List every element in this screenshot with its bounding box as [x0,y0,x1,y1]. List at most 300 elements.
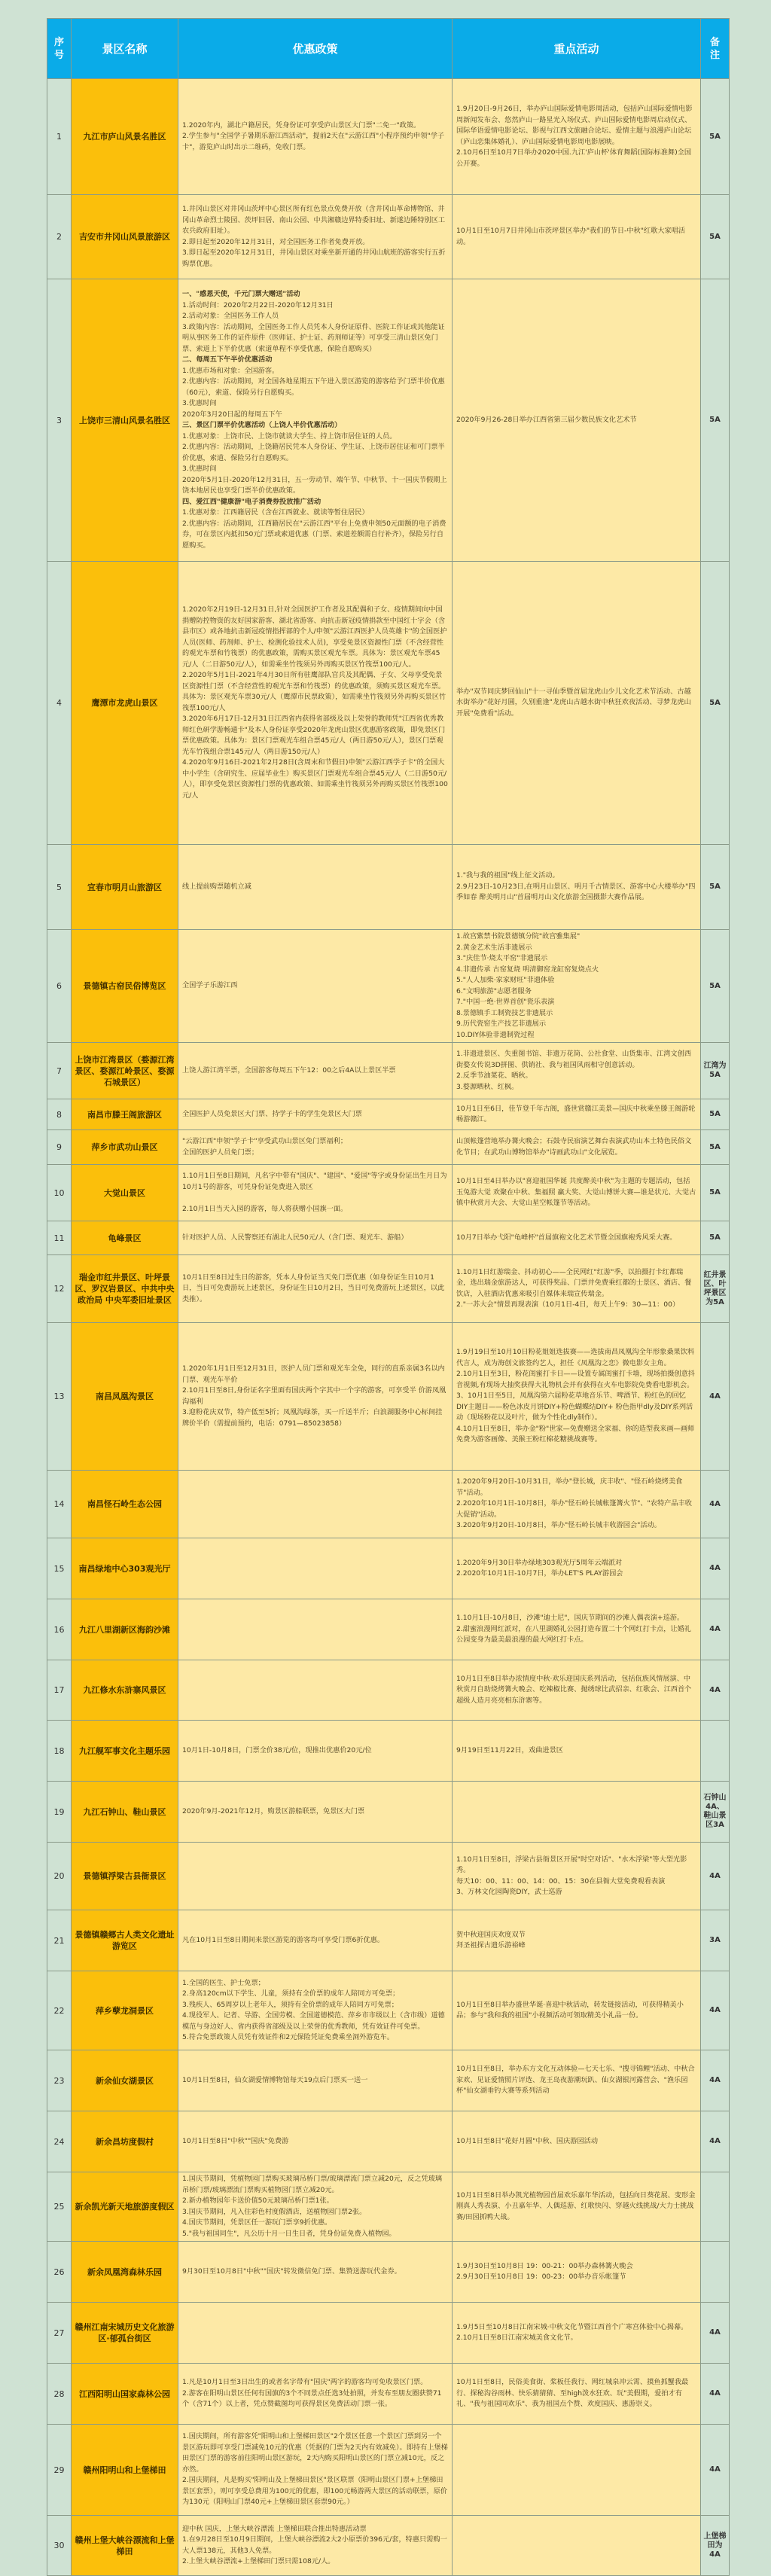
activity-line: 10月1日至8日举办盛世华诞·喜迎中秋活动，转发链接活动，可获得精美小品；参与"我和我的祖国"小视频活动可领取精美小礼品一份。 [456,2000,684,2020]
scenic-area-name: 上饶市江湾景区（婺源江湾景区、婺源江岭景区、婺源石城景区） [72,1043,178,1099]
row-seq: 17 [47,1660,72,1721]
policy-line: "云游江西"申领"学子卡"享受武功山景区免门票福利； [182,1137,348,1145]
rating-note: 5A [701,1130,730,1165]
key-activity [453,1599,701,1660]
policy-line: 10月1日-10月8日，门票全价38元/位，现推出优惠价20元/位 [182,1745,372,1754]
table-row [47,1255,730,1323]
policy-line: 凡在10月1日至8日期间来景区游览的游客均可享受门票6折优惠。 [182,1935,385,1944]
activity-line: 2.甜蜜浪漫网红派对，在八里湖婚礼公园打造布置二十个网红打卡点，让婚礼公园变身为最美最浪漫的最大网红打卡点。 [456,1624,691,1645]
row-seq: 2 [47,195,72,279]
row-seq: 21 [47,1910,72,1971]
table-header-row [47,19,730,79]
activity-line: 10.DIY体验非遗制瓷过程 [456,1030,535,1039]
header-seq: 序 号 [47,19,72,79]
policy-line: 2.即日起至2020年12月31日，对全国医务工作者免费开放。 [182,237,370,246]
table-row [47,79,730,195]
activity-line: 10月1日至6日，佳节登千年古阁，盛世赏赣江美景—国庆中秋乘坐滕王阁游轮畅游赣江。 [456,1104,696,1123]
activity-line: 10月1日至8日举办凯光植物园首届欢乐嘉年华活动，包括向日葵花展、变形金刚真人秀表演、小丑嘉年华、人偶巡游、红歌快闪、穿越火线挑战/大力士挑战赛/田园抓鸭大战。 [456,2190,696,2221]
policy-line: 2.学生参与"全国学子暑期乐游江西活动"，提前2天在"云游江西"小程序预约申领"学子卡"，游览庐山时出示二维码，免收门票。 [182,132,445,151]
scenic-area-name: 景德镇古窑民俗博览区 [72,930,178,1043]
key-activity [453,1721,701,1782]
key-activity [453,1910,701,1971]
rating-note: 4A [701,2303,730,2364]
activity-line: 10月1日至8日举办浓情度中秋·欢乐迎国庆系列活动，包括佤族风情展演、中秋赏月自助烧烤篝火晚会、吃辣椒比赛、抛绣球比武招亲、红歌会、江西首个超级人造月亮亮相东浒寨等。 [456,1674,692,1705]
activity-line: 1.10月1日-10月8日，沙滩"迪士尼"，国庆节期间的沙滩人偶表演+巡游。 [456,1614,684,1623]
policy-line: 2020年3月20日起的每周五下午 [182,410,282,419]
policy-line: 2.优惠内容：活动期间，对全国各地星期五下午进入景区游览的游客给予门票半价优惠（60元），索道、保险另行自愿购买。 [182,377,445,397]
activity-line: 8.景德镇手工制瓷技艺非遗展示 [456,1008,553,1017]
activity-line: 3、万林文化园陶瓷DIY，武士巡游 [456,1888,562,1896]
row-seq: 29 [47,2425,72,2516]
rating-note: 3A [701,1910,730,1971]
activity-line: 山顶帐篷营地举办篝火晚会；石鼓寺民宿演艺舞台表演武功山本土特色民俗文化节目；在武功山博物馆举办"诗画武功山"文化展览。 [456,1137,692,1157]
scenic-area-name: 新余仙女湖景区 [72,2050,178,2111]
discount-policy [178,845,453,930]
policy-line: 3.国庆节期间，凡入住彩色村度假酒店，送植物园门票2张。 [182,2207,367,2216]
table-row [47,2425,730,2516]
activity-line: 每天10：00、11：00、14：00、15：30在县衙大堂免费观看表演 [456,1876,666,1886]
policy-line: 5."我与祖国同生"，凡公历十月一日生日者，凭身份证免费入植物园。 [182,2229,396,2238]
policy-line: 2.优惠内容：活动期间，江西籍居民在"云游江西"平台上免费申领50元面额的电子消费券，可在景区内抵扣50元门票或索道优惠（门票、索道差额需自行补齐），保险另行自愿购买。 [182,519,446,550]
activity-line: 4.非遗传承 古窑复烧 明清御窑龙缸窑复烧点火 [456,965,599,974]
policy-line: 1.井冈山景区对井冈山茨坪中心景区所有红色景点免费开放（含井冈山革命博物馆、井冈山革命烈士陵园、茨坪旧居、南山公园、中共湘赣边界特委旧址、新遂边陲特别区工农兵政府旧址）。 [182,205,446,235]
activity-line: 拜圣祖探古遗乐游裕峰 [456,1941,526,1950]
activity-line: 3、10月1日至5日，凤凰沟第六届粉花草地音乐节、啤酒节、粉红色的回忆DIY主题日——粉色冰皮月饼DIY+粉色蝴蝶结DIY+ 粉色指甲dly及DIY系列活动（现场粉花以及叶片，做为个性化dly制作）。 [456,1392,693,1422]
activity-line: 1.故宫紫禁书院景德镇分院"故宫雅集展" [456,932,581,940]
rating-note: 4A [701,1971,730,2050]
activity-line: 贺中秋迎国庆欢度双节 [456,1930,526,1939]
table-row [47,1782,730,1843]
policy-line: 10月1日至8日"中秋""国庆"免费游 [182,2136,289,2145]
key-activity [453,1471,701,1538]
discount-policy [178,1221,453,1255]
scenic-area-name: 江西阳明山国家森林公园 [72,2364,178,2425]
rating-note: 5A [701,79,730,195]
scenic-area-name: 龟峰景区 [72,1221,178,1255]
activity-line: 2.反季节油菜花、晒秋。 [456,1072,532,1080]
activity-line: 2020年9月26-28日举办江西省第三届少数民族文化艺术节 [456,415,637,424]
policy-line: 1.国庆节期间，凭植物园门票购买玻璃吊桥门票/玻璃漂流门票立减20元，反之凭玻璃吊桥门票/玻璃漂流门票购买植物园门票立减20元。 [182,2175,443,2194]
scenic-area-name: 鹰潭市龙虎山景区 [72,562,178,845]
row-seq: 5 [47,845,72,930]
rating-note: 江湾为5A [701,1043,730,1099]
table-row [47,1165,730,1221]
rating-note [701,2172,730,2242]
scenic-area-name: 赣州江南宋城历史文化旅游区·郁孤台街区 [72,2303,178,2364]
key-activity [453,845,701,930]
activity-line: 1."我与我的祖国"线上征文活动。 [456,871,559,880]
discount-policy [178,1782,453,1843]
scenic-area-name: 赣州上堡大峡谷漂流和上堡梯田 [72,2516,178,2576]
discount-policy [178,1538,453,1599]
discount-policy [178,1910,453,1971]
activity-line: 10月1日至8日"花好月圆"中秋、国庆游园活动 [456,2136,599,2145]
scenic-area-name: 九江舰军事文化主题乐园 [72,1721,178,1782]
activity-line: 1.2020年9月30日举办绿地303观光厅5周年云端派对 [456,1558,623,1567]
policy-line: 1.在9月28日至10月9日期间，上堡大峡谷漂流2大2小原票价396元/套，特惠只需购一大人票138元，其他3人免票。 [182,2535,447,2555]
rating-note: 5A [701,1099,730,1130]
row-seq: 8 [47,1099,72,1130]
row-seq: 10 [47,1165,72,1221]
row-seq: 23 [47,2050,72,2111]
policy-line: 4.国庆节期间，凭景区任一游玩门票享9折优惠。 [182,2218,332,2227]
discount-policy [178,1255,453,1323]
activity-line: 10月1日至8日，举办东方文化互动体验—七天七乐、"搜寻锦鲤"活动、中秋合家欢、见证爱情照片评选、龙王岛夜游潮玩趴、仙女湖银河露营会、"渔乐园杯"仙女湖垂钓大赛等系列活动 [456,2065,695,2096]
row-seq: 26 [47,2242,72,2303]
key-activity [453,195,701,279]
table-row [47,1843,730,1910]
key-activity [453,562,701,845]
row-seq: 19 [47,1782,72,1843]
row-seq: 24 [47,2111,72,2172]
policy-line [182,1193,448,1204]
discount-policy [178,1471,453,1538]
key-activity [453,2425,701,2516]
key-activity [453,279,701,562]
table-row [47,562,730,845]
policy-line: 全国医护人员免景区大门票、持学子卡的学生免景区大门票 [182,1109,362,1118]
policy-line: 一、"感恩天使，千元门票大赠送"活动 [182,290,300,298]
key-activity [453,2050,701,2111]
discount-policy [178,2516,453,2576]
policy-line: 2.10月1日至8日,身份证名字里面有国庆两个字其中一个字的游客，可享受半 价游凤凰沟福利 [182,1386,446,1406]
activity-line: 举办"双节同庆梦回仙山"十一寻仙季暨首届龙虎山少儿文化艺术节活动、古越水街举办"花好月圆，久别重逢"龙虎山古越水街中秋狂欢夜活动、寻梦龙虎山开展"免费看"活动。 [456,687,691,718]
discount-policy [178,1165,453,1221]
scenic-area-name: 南昌凤凰沟景区 [72,1323,178,1471]
table-row [47,1130,730,1165]
scenic-area-name: 赣州阳明山和上堡梯田 [72,2425,178,2516]
row-seq: 1 [47,79,72,195]
table-row [47,1660,730,1721]
activity-line: 1.非遗进景区、失重图书馆、非遗万花筒、公社食堂、山货集市、江湾文创西街婺女传说3D拼图、供销社、我与祖国风雨相守创意活动。 [456,1050,691,1069]
row-seq: 15 [47,1538,72,1599]
table-row [47,1910,730,1971]
table-row [47,195,730,279]
scenic-area-name: 新余昌坊度假村 [72,2111,178,2172]
scenic-area-table [47,18,730,2576]
policy-line: 10月1日至8日，仙女湖爱情博物馆每天19点后门票买一送一 [182,2075,368,2084]
discount-policy [178,2050,453,2111]
policy-line: 1.优惠对象：上饶市民、上饶市就读大学生、持上饶市居住证的人员。 [182,431,397,441]
table-row [47,2050,730,2111]
header-note: 备 注 [701,19,730,79]
activity-line: 9.历代瓷窑生产技艺非遗展示 [456,1020,547,1028]
table-row [47,1471,730,1538]
discount-policy [178,1660,453,1721]
table-row [47,1599,730,1660]
row-seq: 3 [47,279,72,562]
row-seq: 18 [47,1721,72,1782]
policy-line: 2.游客在阳明山景区任何有国旗的3个不同景点任选3处拍照，并发布至朋友圈获赞71个（含71个）以上者，凭点赞截图均可获得景区免费活动门票一张。 [182,2389,442,2409]
scenic-area-name: 九江八里湖新区海韵沙滩 [72,1599,178,1660]
rating-note: 4A [701,1471,730,1538]
policy-line: 三、景区门票半价优惠活动（上饶人半价优惠活动） [182,421,342,429]
scenic-area-name: 吉安市井冈山风景旅游区 [72,195,178,279]
rating-note [701,1721,730,1782]
policy-line: 线上提前购票随机立减 [182,882,251,891]
discount-policy [178,1323,453,1471]
discount-policy [178,2425,453,2516]
rating-note: 4A [701,1843,730,1910]
discount-policy [178,1599,453,1660]
scenic-area-name: 新余凯光新天地旅游度假区 [72,2172,178,2242]
table-row [47,2303,730,2364]
rating-note: 5A [701,930,730,1043]
row-seq: 12 [47,1255,72,1323]
policy-line: 1.凡是10月1日至3日出生的或者名字带有"国庆"两字的游客均可免收景区门票。 [182,2378,428,2387]
policy-line: 上饶人游江湾半票，全国游客每周五下午12：00之后4A以上景区半票 [182,1065,396,1075]
key-activity [453,2172,701,2242]
policy-line: 3.残疾人、65周岁以上老年人，须持有全价票的成年人陪同方可免票； [182,2000,398,2009]
policy-line: 5.符合免票政策人员凭有效证件和2元保险凭证免费乘坐洞外游览车。 [182,2033,395,2041]
scenic-area-name: 九江市庐山风景名胜区 [72,79,178,195]
key-activity [453,2516,701,2576]
activity-line: 2.10月6日至10月7日举办2020中国.九江'庐山杯'体育舞蹈(国际标准舞)全国公开赛。 [456,148,692,168]
table-row [47,2172,730,2242]
key-activity [453,2242,701,2303]
row-seq: 11 [47,1221,72,1255]
rating-note: 红井景区、叶坪景区为5A [701,1255,730,1323]
key-activity [453,1043,701,1099]
activity-line: 10月1日至8日，民俗美食街、桨板任我行、网红城泉冲云霄、摸鱼抓蟹我最行、探秘沟谷雨林、快乐猜猜猜、至high泼水狂欢、玩"美假期，爱拍才有礼、"我与祖国同欢乐"、我为祖国点个赞、欢度国庆、惠游崇义。 [456,2378,689,2409]
activity-line: 4.10月1日至8日，举办金"粉"世家—免费赠送全家福、你的造型我来画—画师免费为游客画像、美猴王粉红棉花糖挑战赛等。 [456,1424,695,1444]
policy-line: 2020年5月1日-2020年12月31日，五一劳动节、端午节、中秋节、十一国庆节假期上饶本地居民也享受门票半价优惠政策。 [182,475,447,495]
activity-line: 7."中国一绝·世界首创"瓷乐表演 [456,998,555,1006]
key-activity [453,1660,701,1721]
policy-line: 2.上堡大峡谷漂流+上堡梯田门票只需108元/人。 [182,2557,335,2565]
table-row [47,1221,730,1255]
scenic-area-name: 南昌绿地中心303观光厅 [72,1538,178,1599]
scenic-area-name: 大觉山景区 [72,1165,178,1221]
policy-line: 1.2020年2月19日-12月31日,针对全国医护工作者及其配偶和子女、疫情期间向中国捐赠防控物资的友好国家游客、湖北省游客、向抗击新冠疫情捐款至中国红十字会（含县市区）或各地抗击新冠疫情指挥部的个人/申领"云游江西医护人员英雄卡"的全国医护人员(医师、药剂师、护士、检测化验技术人员)，享受免景区资源性门票（不含经营性的观光车票和竹筏票）的优惠政策，需购买景区观光车票。具体为：景区观光车票45元/人（二日游50元/人），如需乘坐竹筏须另外再购买景区竹筏票100元/人。 [182,605,447,669]
rating-note: 上堡梯田为4A [701,2516,730,2576]
rating-note: 5A [701,845,730,930]
rating-note: 4A [701,1660,730,1721]
policy-line: 3.优惠时间 [182,399,217,407]
row-seq: 28 [47,2364,72,2425]
scenic-area-name: 宜春市明月山旅游区 [72,845,178,930]
policy-line: 2020年9月-2021年12月，购景区游船联票，免景区大门票 [182,1806,365,1815]
discount-policy [178,2364,453,2425]
key-activity [453,1221,701,1255]
activity-line: 2.10月1日至8日江南宋城美食文化节。 [456,2334,577,2342]
policy-line: 全国学子乐游江西 [182,981,238,990]
scenic-area-name: 萍乡孽龙洞景区 [72,1971,178,2050]
policy-line: 3.迎粉花庆双节，特产低至5折；凤凰沟绿茶，买一斤送半斤；白浪湖服务中心标间挂牌价半价（需提前预约，电话：0791—85023858） [182,1408,443,1428]
activity-line: 1.9月20日-9月26日，举办庐山国际爱情电影周活动，包括庐山国际爱情电影周新闻发布会、悠然庐山一路星光入场仪式、庐山国际爱情电影周启动仪式、国际华语爱情电影论坛、影视与江西文旅融合论坛、爱情主题与浪漫庐山论坛（庐山恋集体婚礼）、庐山国际爱情电影周电影展映。 [456,105,693,146]
discount-policy [178,1130,453,1165]
activity-line: 3.婺源晒秋、红枫。 [456,1082,519,1091]
policy-line: 1.10月1日至8日期间，凡名字中带有"国庆"、"建国"、"爱国"等字或身份证出生月日为10月1号的游客，可凭身份证免费进入景区 [182,1172,447,1191]
discount-policy [178,79,453,195]
activity-line: 1.9月30日至10月8日 19：00-21：00举办森林篝火晚会 [456,2261,633,2270]
scenic-area-name: 萍乡市武功山景区 [72,1130,178,1165]
policy-line: 10月1日至8日过生日的游客，凭本人身份证当天免门票优惠（如身份证生日10月1日，当日可免费游玩上述景区，身份证生日10月2日，当日可免费游玩上述景区，以此类推）。 [182,1273,445,1303]
policy-line: 4.现役军人、记者、导游、全国劳模、全国道德模范、萍乡市市级以上（含市级）道德模范与身边好人、省内获得省部级及以上荣誉的优秀教师，凭有效证件可免票。 [182,2011,445,2031]
key-activity [453,1130,701,1165]
activity-line: 2.10月1日至3日，粉花闺蜜打卡日——设置专属闺蜜打卡墙，现场拍摄创意抖音视频,有现场大抽奖获得大礼物机会并有获得在火车电影院免费看电影机会。 [456,1370,695,1389]
activity-line: 2.9月30日至10月8日 19：00-23：00举办音乐帐篷节 [456,2273,626,2281]
scenic-area-name: 新余凤凰湾森林乐园 [72,2242,178,2303]
key-activity [453,930,701,1043]
row-seq: 14 [47,1471,72,1538]
activity-line: 1.10月1日至8日，浮梁古县衙景区开展"时空对话"、"水木浮梁"等大型光影秀。 [456,1855,687,1874]
row-seq: 13 [47,1323,72,1471]
row-seq: 6 [47,930,72,1043]
key-activity [453,1843,701,1910]
activity-line: 1.10月1日红游瑞金、抖动初心——全民网红"红游"季，以拍摄打卡红都瑞金，选出瑞金旅游达人，可获得奖品、门票并免费乘红都的士景区、酒店、餐饮店，入驻酒店优惠来吸引自媒体来瑞宣传瑞金。 [456,1267,692,1298]
rating-note: 5A [701,1221,730,1255]
header-activity: 重点活动 [453,19,701,79]
policy-line: 3.2020年6月17日-12月31日江西省内获得省部级及以上荣誉的教师凭"江西省优秀教师红色研学游畅通卡"及本人身份证享受2020年龙虎山景区优惠游客政策，即免景区门票优惠政策。具体为：景区门票观光车组合票45元/人（两日游50元/人），景区门票观光车竹筏组合票145元/人（两日游150元/人） [182,715,446,756]
rating-note: 5A [701,195,730,279]
key-activity [453,1782,701,1843]
activity-line: 3.2020年9月20日-10月8日，举办"怪石岭长城丰收游园会"活动。 [456,1521,661,1530]
row-seq: 4 [47,562,72,845]
policy-line: 全国的医护人员免门票； [182,1148,259,1157]
policy-line: 4.2020年9月16日-2021年2月28日(含周末和节假日)申领"云游江西学子卡"的全国大中小学生（含研究生、应届毕业生）购买景区门票观光车组合票45元/人（二日游50元/人），即享受免景区资源性门票的优惠政策、如需乘坐竹筏须另外再购买景区竹筏票100元/人 [182,758,448,800]
policy-line: 1.优惠对象：江西籍居民（含在江西就业、就读等暂住居民） [182,508,369,517]
policy-line: 四、爱江西"健康游"电子消费券投放推广活动 [182,497,322,506]
table-row [47,1971,730,2050]
header-policy: 优惠政策 [178,19,453,79]
activity-line: 10月7日举办弋阳"龟峰杯"首届旗袍文化艺术节暨全国旗袍秀风采大赛。 [456,1233,677,1242]
table-row [47,1323,730,1471]
activity-line: 1.9月19日至10月10日粉花姐姐选拔赛——选拔南昌凤凰沟全年形象桑果饮料代言人，成为海创文旅签约艺人，担任《凤凰沟之恋》微电影女主角。 [456,1348,695,1367]
policy-line: 1.2020年内，湖北户籍居民，凭身份证可享受庐山景区大门票"二免一"政策。 [182,120,421,130]
activity-line: 3."庆佳节·烧太平窑"非遗展示 [456,954,548,962]
scenic-area-name: 南昌怪石岭生态公园 [72,1471,178,1538]
rating-note: 4A [701,2364,730,2425]
scenic-area-name: 九江石钟山、鞋山景区 [72,1782,178,1843]
key-activity [453,1165,701,1221]
rating-note: 石钟山4A、鞋山景区3A [701,1782,730,1843]
discount-policy [178,1721,453,1782]
rating-note: 5A [701,279,730,562]
table-row [47,279,730,562]
discount-policy [178,2242,453,2303]
policy-line: 2.活动对象：全国医务工作人员 [182,312,279,320]
row-seq: 30 [47,2516,72,2576]
activity-line: 9月19日至11月22日，戏曲进景区 [456,1745,563,1754]
header-name: 景区名称 [72,19,178,79]
activity-line: 2.2020年10月1日-10月8日，举办"怪石岭长城帐篷篝火节"、"农特产品丰收大促销"活动。 [456,1499,692,1519]
table-row [47,1721,730,1782]
activity-line: 5."人人加柴·家家财旺"非遗体验 [456,976,555,984]
policy-line: 二、每周五下午半价优惠活动 [182,355,273,364]
scenic-area-name: 九江修水东浒寨风景区 [72,1660,178,1721]
key-activity [453,1255,701,1323]
rating-note: 4A [701,1599,730,1660]
policy-line: 1.优惠市场和对象：全国游客。 [182,366,279,375]
key-activity [453,79,701,195]
policy-line: 1.全国的医生、护士免票； [182,1978,265,1987]
policy-line: 迎中秋 国庆，上堡大峡谷漂流 上堡梯田联合推出特惠活动票 [182,2524,367,2533]
policy-line: 1.活动时间：2020年2月22日-2020年12月31日 [182,300,334,309]
discount-policy [178,1843,453,1910]
scenic-area-name: 景德镇浮梁古县衙景区 [72,1843,178,1910]
policy-line: 1.国庆期间，所有游客凭"阳明山和上堡梯田景区"2个景区任意一个景区门票到另一个景区游玩即可享受门票减免10元的优惠（凭据的门票为2天内有效减免）。即持有上堡梯田景区门票的游客前往阳明山景区游玩，2天内购买阳明山景区的门票立减10元，反之亦然。 [182,2432,448,2474]
rating-note: 4A [701,2111,730,2172]
discount-policy [178,930,453,1043]
key-activity [453,1538,701,1599]
row-seq: 22 [47,1971,72,2050]
activity-line: 10月1日至4日举办以"喜迎祖国华诞 共度醉美中秋"为主题的专题活动，包括玉兔游大觉 欢聚在中秋、集福照 赢大奖、大觉山博饼大赛—谁是状元、大觉古镇中秋赏月大会、大觉山星空帐篷节等活动。 [456,1177,696,1208]
scenic-area-name: 南昌市滕王阁旅游区 [72,1099,178,1130]
table-row [47,1538,730,1599]
discount-policy [178,279,453,562]
table-row [47,2364,730,2425]
key-activity [453,2303,701,2364]
key-activity [453,2364,701,2425]
row-seq: 25 [47,2172,72,2242]
discount-policy [178,2303,453,2364]
discount-policy [178,2111,453,2172]
policy-line: 2.2020年5月1日-2021年4月30日所有驻鹰部队官兵及其配偶、子女、父母享受免景区资源性门票（不含经营性的观光车票和竹筏票）的优惠政策，须购买景区观光车票。具体为：景区观光车票30元/人（鹰潭市民票政策），如需乘坐竹筏须另外再购买景区竹筏票100元/人 [182,671,446,712]
activity-line: 2.黄金艺术生活非遗展示 [456,943,532,952]
policy-line: 3.政策内容：活动期间，全国医务工作人员凭本人身份证原件、医院工作证或其他能证明从事医务工作的证件原件（医师证、护士证、药剂师证等）可享受三清山景区免门票、索道上下半价优惠（索道单程不享受优惠，保险自愿购买） [182,322,445,353]
scenic-area-name: 上饶市三清山风景名胜区 [72,279,178,562]
row-seq: 7 [47,1043,72,1099]
key-activity [453,2111,701,2172]
rating-note: 5A [701,1165,730,1221]
policy-line: 3.即日起至2020年12月31日，井冈山景区对乘坐新开通的井冈山航班的游客实行五折购票优惠。 [182,248,446,268]
rating-note: 4A [701,2425,730,2516]
activity-line: 1.9月5日至10月8日江南宋城·中秋文化节暨江西首个广寒宫体验中心揭幕。 [456,2322,688,2331]
rating-note [701,2242,730,2303]
discount-policy [178,2172,453,2242]
discount-policy [178,195,453,279]
table-row [47,1099,730,1130]
activity-line: 1.2020年9月20日-10月31日，举办"登长城，庆丰收"、"怪石岭烧烤美食节"活动。 [456,1477,683,1497]
policy-line: 2.新办植物园年卡送价值50元玻璃吊桥门票1张。 [182,2196,334,2205]
table-row [47,930,730,1043]
key-activity [453,1099,701,1130]
rating-note: 4A [701,1323,730,1471]
row-seq: 20 [47,1843,72,1910]
table-row [47,845,730,930]
rating-note: 4A [701,2050,730,2111]
table-row [47,2242,730,2303]
policy-line: 2.10月1日当天入园的游客，每人将获赠小国旗一面。 [182,1204,348,1213]
policy-line: 2.身高120cm以下学生、儿童，须持有全价票的成年人陪同方可免票； [182,1989,400,1998]
activity-line: 2.9月23日-10月23日,在明月山景区、明月千古情景区、游客中心大楼举办"四季如春 醉美明月山"首届明月山文化旅游全国摄影大赛作品展。 [456,882,696,902]
activity-line: 10月1日至10月7日井冈山市茨坪景区举办"我们的节日-中秋"红歌大家唱活动。 [456,227,686,246]
row-seq: 16 [47,1599,72,1660]
discount-policy [178,1099,453,1130]
table-row [47,2111,730,2172]
policy-line: 2.国庆期间，凡是购买"阳明山及上堡梯田景区"景区联票（阳明山景区门票+上堡梯田景区套票），则可享受总费用为100元的优惠，即100元畅游两大景区的活动联票，原价为130元（阳明山门票40元+上堡梯田景区套票90元。） [182,2476,448,2507]
table-row [47,1043,730,1099]
row-seq: 27 [47,2303,72,2364]
discount-policy [178,1971,453,2050]
policy-line: 2.优惠内容：活动期间，上饶籍居民凭本人身份证、学生证、上饶市居住证和可门票半价优惠，索道、保险另行自愿购买。 [182,443,445,462]
table-row [47,2516,730,2576]
policy-line: 1.2020年1月1日至12月31日，医护人员门票和观光车全免，同行的直系亲属3名以内门票、观光车半价 [182,1364,445,1384]
rating-note: 4A [701,1538,730,1599]
row-seq: 9 [47,1130,72,1165]
policy-line: 针对医护人员、人民警察还有湖北人民50元/人（含门票、观光车、游船） [182,1233,408,1242]
key-activity [453,1971,701,2050]
activity-line: 6."文明旅游"志愿者服务 [456,986,532,995]
key-activity [453,1323,701,1471]
rating-note: 5A [701,562,730,845]
activity-line: 2."一苏大会"情景再现表演（10月1日-4日，每天上午9：30—11：00） [456,1300,680,1309]
scenic-area-name: 景德镇赣郷古人类文化遗址游览区 [72,1910,178,1971]
discount-policy [178,1043,453,1099]
scenic-area-name: 瑞金市红井景区、叶坪景区、罗汉岩景区、中共中央政治局 中央军委旧址景区 [72,1255,178,1323]
activity-line: 2.2020年10月1日-10月7日，举办LET'S PLAY游园会 [456,1569,623,1578]
